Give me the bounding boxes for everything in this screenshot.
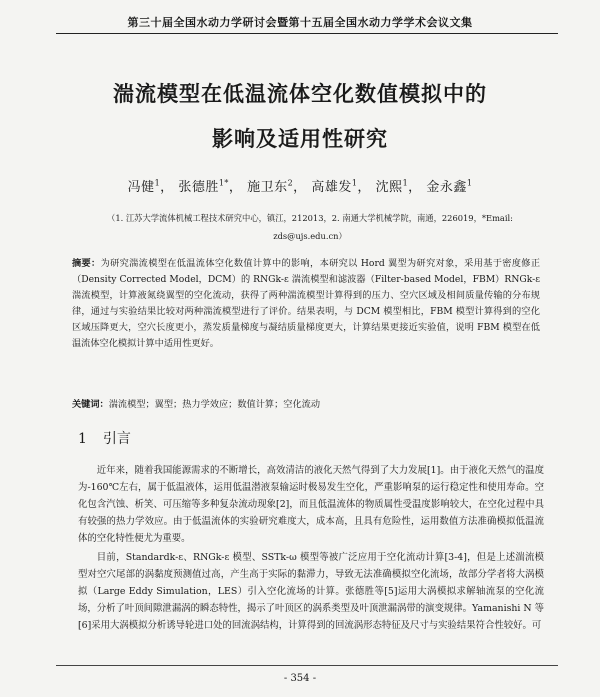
paper-title-line-2: 影响及适用性研究 [212, 127, 388, 151]
paragraph: 近年来，随着我国能源需求的不断增长，高效清洁的液化天然气得到了大力发展[1]。由于液化天然气的温度为-160℃左右，属于低温液体，运用低温潜液泵输运时极易发生空化，严重影响泵的运行稳定性和使用寿命。空化包含汽蚀、析笑、可压缩等多种复杂流动现象[2]，而且低温流体的物质属性受温度影响较大，在空化过程中具有较强的热力学效应。由于低温流体的实验研究难度大，成本高，且具有危险性，运用数值方法准确模拟低温流体的空化特性便尤为重要。 [78, 465, 544, 544]
author: 金永鑫$^1$ [426, 178, 473, 195]
author: 张德胜$^{1*}$ [178, 178, 229, 195]
abstract-text: 为研究湍流模型在低温流体空化数值计算中的影响，本研究以 Hord 翼型为研究对象，采用基于密度修正（Density Corrected Model，DCM）的 RNGk-ε 湍流模型和滤波器（Filter-based Model，FBM）RNGk-ε 湍流模型，计算液氮绕翼型的空化流动，获得了两种湍流模型计算得到的压力、空穴区域及相间质量传输的分布规律，通过与实验结果比较对两种湍流模型进行了评价。结果表明，与 DCM 模型相比，FBM 模型计算得到的空化区域压降更大，空穴长度更小，蒸发质量梯度与凝结质量梯度更大，计算结果更接近实验值，说明 FBM 模型在低温流体空化模拟计算中适用性更好。 [72, 258, 541, 349]
page-number: - 354 - [283, 673, 317, 684]
author: 沈熙$^1$ [375, 178, 409, 195]
abstract-label: 摘要： [72, 258, 101, 269]
section-number: 1 [78, 431, 87, 447]
affiliation [50, 209, 570, 245]
author: 冯健$^1$ [127, 178, 161, 195]
section-title: 引言 [102, 431, 131, 447]
body-text [78, 462, 544, 634]
keywords-label: 关键词： [72, 399, 109, 410]
footer-rule [56, 665, 558, 666]
abstract [72, 256, 540, 352]
author-list: 冯健$^1$， 张德胜$^{1*}$， 施卫东$^2$， 高雄发$^1$， 沈熙$^1$， 金永鑫$^1$ [127, 178, 473, 195]
affiliation-line-1: （1. 江苏大学流体机械工程技术研究中心，镇江，212013，2. 南通大学机械学院，南通，226019，*Email: [107, 213, 513, 223]
affiliation-line-2: zds@ujs.edu.cn） [273, 231, 347, 241]
keywords [72, 396, 540, 410]
keywords-text: 湍流模型；翼型；热力学效应；数值计算；空化流动 [108, 399, 321, 410]
author: 施卫东$^2$ [247, 178, 294, 195]
running-head: 第三十届全国水动力学研讨会暨第十五届全国水动力学学术会议文集 [127, 16, 473, 29]
header-rule [56, 33, 558, 34]
paper-title-line-1: 湍流模型在低温流体空化数值模拟中的 [113, 82, 487, 106]
author: 高雄发$^1$ [311, 178, 358, 195]
section-heading [78, 428, 131, 448]
paragraph: 目前，Standardk-ε、RNGk-ε 模型、SSTk-ω 模型等被广泛应用于空化流动计算[3-4]，但是上述湍流模型对空穴尾部的涡黏度预测值过高，产生高于实际的黏滞力，导致无法准确模拟空化流场，故部分学者将大涡模拟（Large Eddy Simulation，LES）引入空化流场的计算。张德胜等[5]运用大涡模拟求解轴流泵的空化流场，分析了叶顶间隙泄漏涡的瞬态特性，揭示了叶顶区的涡系类型及叶顶泄漏涡带的演变规律。Yamanishi N 等[6]采用大涡模拟分析诱导轮进口处的回流涡结构，计算得到的回流涡形态特征及尺寸与实验结果符合性较好。可 [78, 552, 544, 631]
